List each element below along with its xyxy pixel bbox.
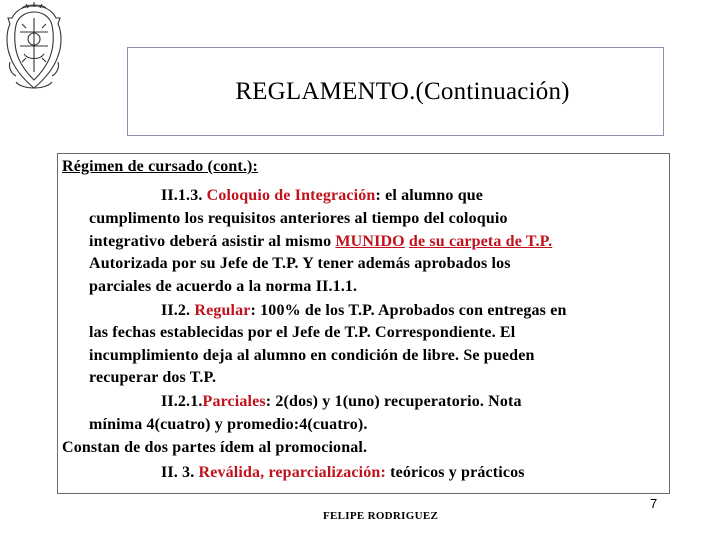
clause-title: Parciales — [202, 393, 266, 410]
text-fragment: integrativo deberá asistir al mismo — [89, 233, 336, 250]
text-line — [161, 302, 567, 320]
highlight-munido: MUNIDO — [335, 233, 405, 250]
highlight-carpeta: de su carpeta de T.P. — [408, 233, 553, 250]
text-line — [161, 393, 522, 411]
page-number: 7 — [650, 496, 658, 511]
text-fragment: : 100% de los T.P. Aprobados con entregas en — [250, 302, 567, 319]
clause-number: II.2. — [161, 302, 195, 319]
text-line: Constan de dos partes ídem al promocional. — [62, 439, 368, 456]
text-fragment: : 2(dos) y 1(uno) recuperatorio. Nota — [265, 393, 522, 410]
title-box — [127, 47, 664, 136]
university-seal-icon — [2, 2, 66, 94]
text-line — [161, 464, 525, 482]
text-line — [89, 233, 552, 251]
text-line: cumplimento los requisitos anteriores al tiempo del coloquio — [89, 210, 508, 227]
text-fragment: teóricos y prácticos — [385, 464, 525, 481]
footer-author: FELIPE RODRIGUEZ — [323, 510, 439, 522]
slide-title: REGLAMENTO.(Continuación) — [235, 77, 570, 105]
clause-title: Regular — [194, 302, 251, 319]
section-heading: Régimen de cursado (cont.): — [62, 158, 259, 175]
text-line: incumplimiento deja al alumno en condición de libre. Se pueden — [89, 347, 535, 364]
text-line: Autorizada por su Jefe de T.P. Y tener además aprobados los — [89, 255, 511, 272]
clause-number: II.2.1. — [161, 393, 203, 410]
clause-number: II. 3. — [161, 464, 199, 481]
clause-title: Coloquio de Integración — [206, 187, 376, 204]
text-line: las fechas establecidas por el Jefe de T.P. Correspondiente. El — [89, 324, 516, 341]
clause-title: Reválida, reparcialización: — [198, 464, 386, 481]
text-fragment: : el alumno que — [375, 187, 484, 204]
text-line: parciales de acuerdo a la norma II.1.1. — [89, 278, 358, 295]
text-line — [161, 187, 483, 205]
clause-number: II.1.3. — [161, 187, 207, 204]
text-line: recuperar dos T.P. — [89, 369, 217, 386]
text-line: mínima 4(cuatro) y promedio:4(cuatro). — [89, 416, 368, 433]
